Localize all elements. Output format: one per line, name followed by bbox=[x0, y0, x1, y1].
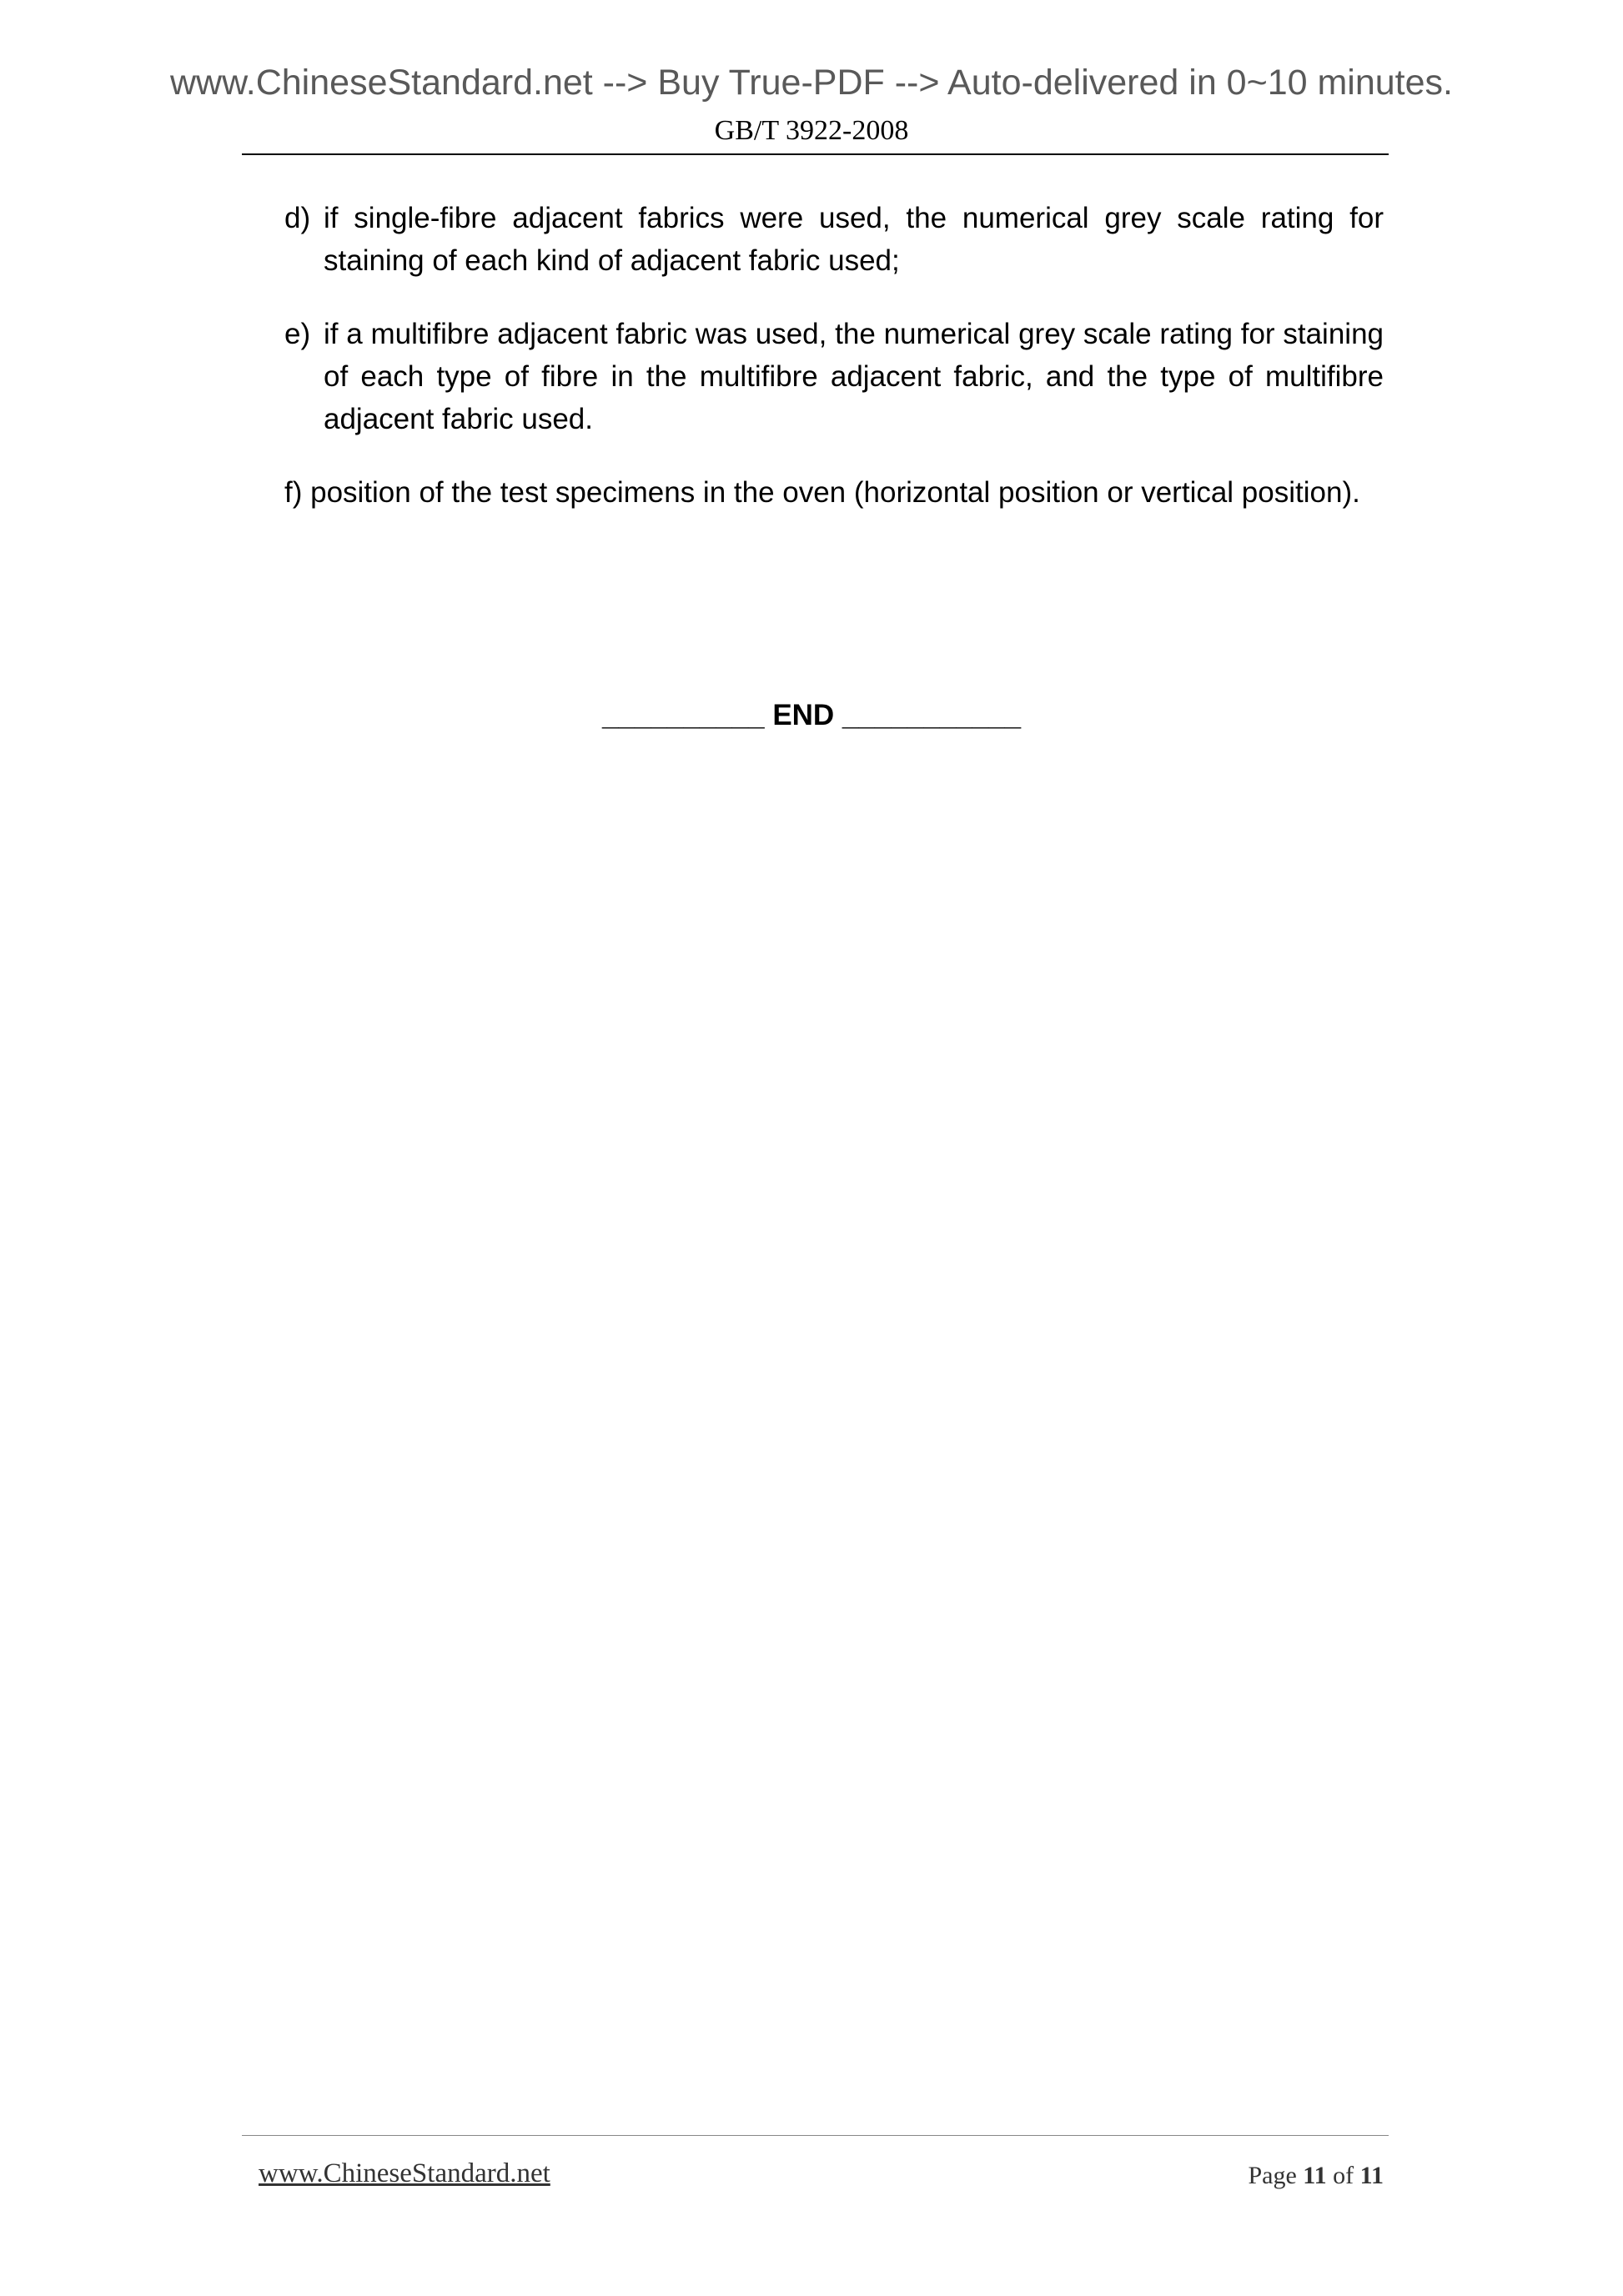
list-text-d: if single-fibre adjacent fabrics were used, the numerical grey scale rating for staining of each kind of adjacent fabric used; bbox=[324, 202, 1384, 277]
header-divider bbox=[242, 153, 1389, 155]
page-total: 11 bbox=[1359, 2162, 1384, 2189]
list-text-e: if a multifibre adjacent fabric was used, the numerical grey scale rating for staining of each type of fibre in the multifibre adjacent fabric, and the type of multifibre adjacent fabric used. bbox=[324, 318, 1384, 435]
footer-site-link[interactable]: www.ChineseStandard.net bbox=[259, 2158, 550, 2188]
list-marker-e: e) bbox=[284, 318, 311, 350]
footer-divider bbox=[242, 2135, 1389, 2136]
list-item-e bbox=[284, 313, 1384, 440]
end-marker: __________ END ___________ bbox=[601, 699, 1022, 731]
page-indicator bbox=[1248, 2162, 1384, 2189]
list-text-f: f) position of the test specimens in the oven (horizontal position or vertical position). bbox=[284, 476, 1360, 509]
document-body bbox=[284, 197, 1384, 545]
list-item-d bbox=[284, 197, 1384, 282]
page-prefix: Page bbox=[1248, 2162, 1297, 2189]
page-of: of bbox=[1333, 2162, 1354, 2189]
standard-code: GB/T 3922-2008 bbox=[714, 115, 909, 146]
list-marker-d: d) bbox=[284, 202, 311, 234]
site-banner: www.ChineseStandard.net --> Buy True-PDF --> Auto-delivered in 0~10 minutes. bbox=[169, 63, 1453, 103]
list-item-f bbox=[284, 471, 1384, 514]
page-number: 11 bbox=[1303, 2162, 1327, 2189]
